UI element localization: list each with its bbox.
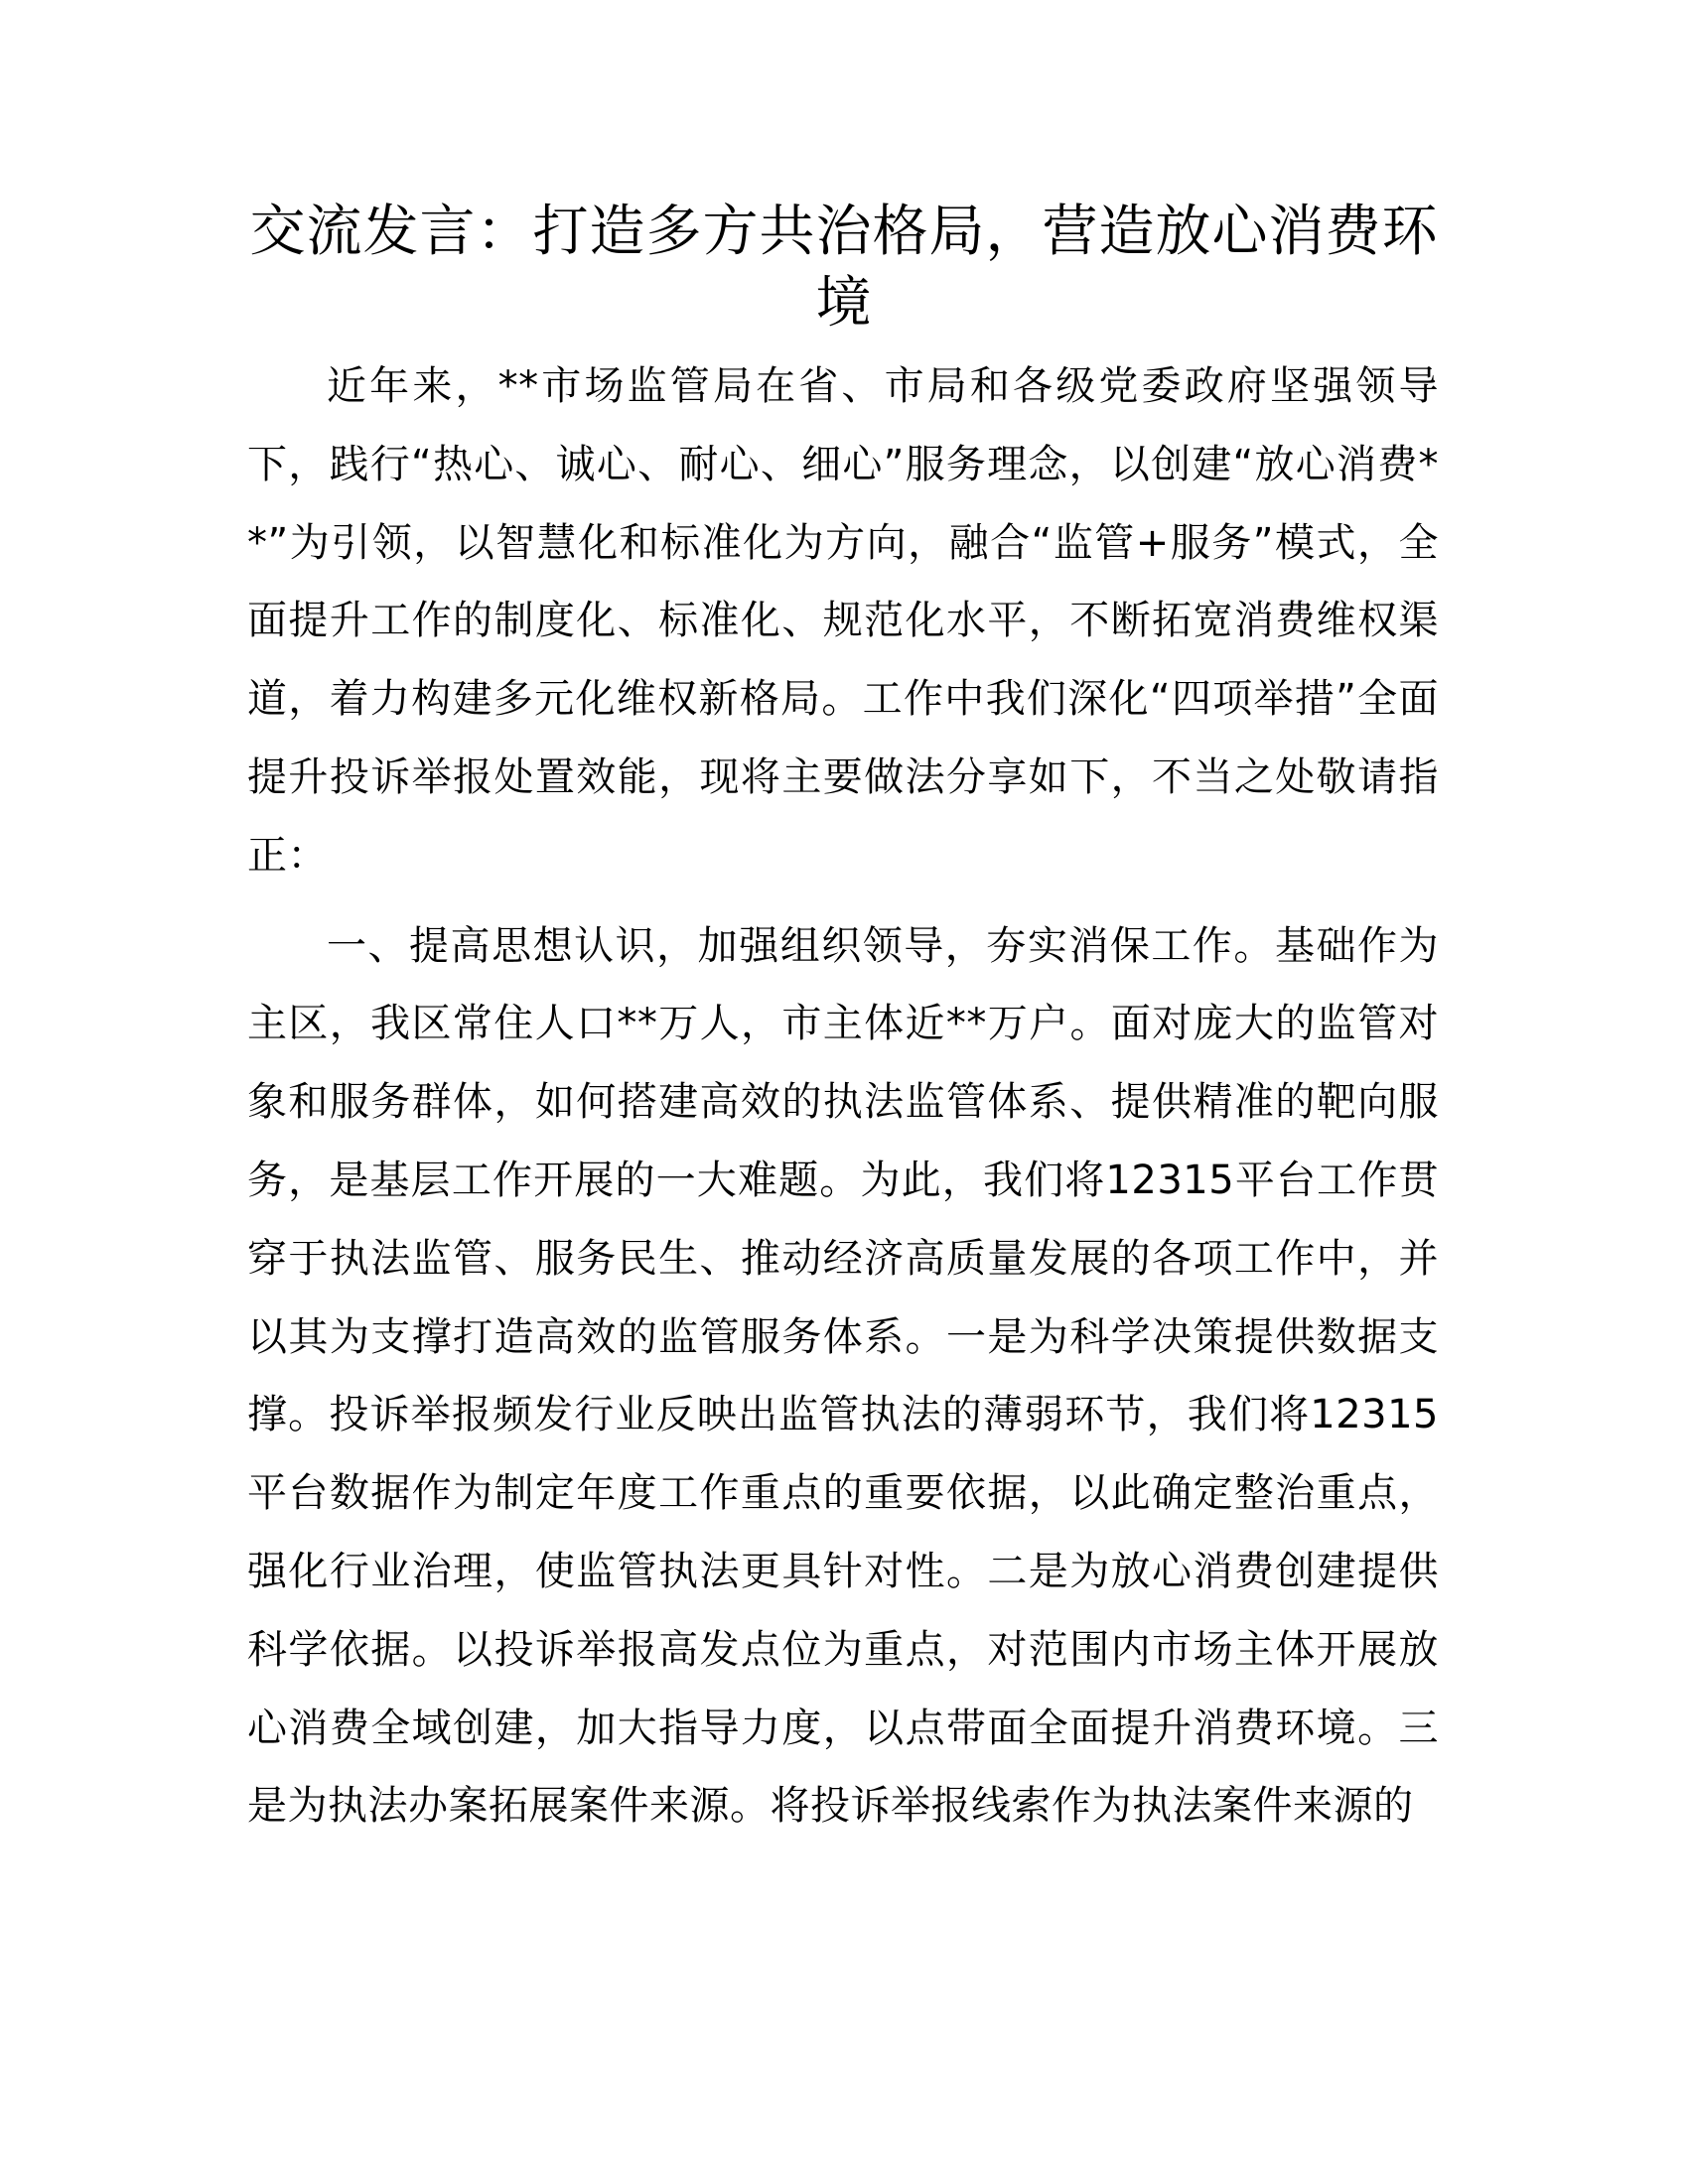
document-title: 交流发言：打造多方共治格局，营造放心消费环境 [249, 200, 1439, 336]
paragraph-section-one: 一、提高思想认识，加强组织领导，夯实消保工作。基础作为主区，我区常住人口**万人，市主体近**万户。面对庞大的监管对象和服务群体，如何搭建高效的执法监管体系、提供精准的靶向服务，是基层工作开展的一大难题。为此，我们将12315平台工作贯穿于执法监管、服务民生、推动经济高质量发展的各项工作中，并以其为支撑打造高效的监管服务体系。一是为科学决策提供数据支撑。投诉举报频发行业反映出监管执法的薄弱环节，我们将12315平台数据作为制定年度工作重点的重要依据，以此确定整治重点，强化行业治理，使监管执法更具针对性。二是为放心消费创建提供科学依据。以投诉举报高发点位为重点，对范围内市场主体开展放心消费全域创建，加大指导力度，以点带面全面提升消费环境。三是为执法办案拓展案件来源。将投诉举报线索作为执法案件来源的 [247, 922, 1439, 1830]
paragraph-intro: 近年来，**市场监管局在省、市局和各级党委政府坚强领导下，践行“热心、诚心、耐心、细心”服务理念，以创建“放心消费**”为引领，以智慧化和标准化为方向，融合“监管+服务”模式，全面提升工作的制度化、标准化、规范化水平，不断拓宽消费维权渠道，着力构建多元化维权新格局。工作中我们深化“四项举措”全面提升投诉举报处置效能，现将主要做法分享如下，不当之处敬请指正： [247, 363, 1439, 879]
document-body [247, 347, 1439, 1845]
